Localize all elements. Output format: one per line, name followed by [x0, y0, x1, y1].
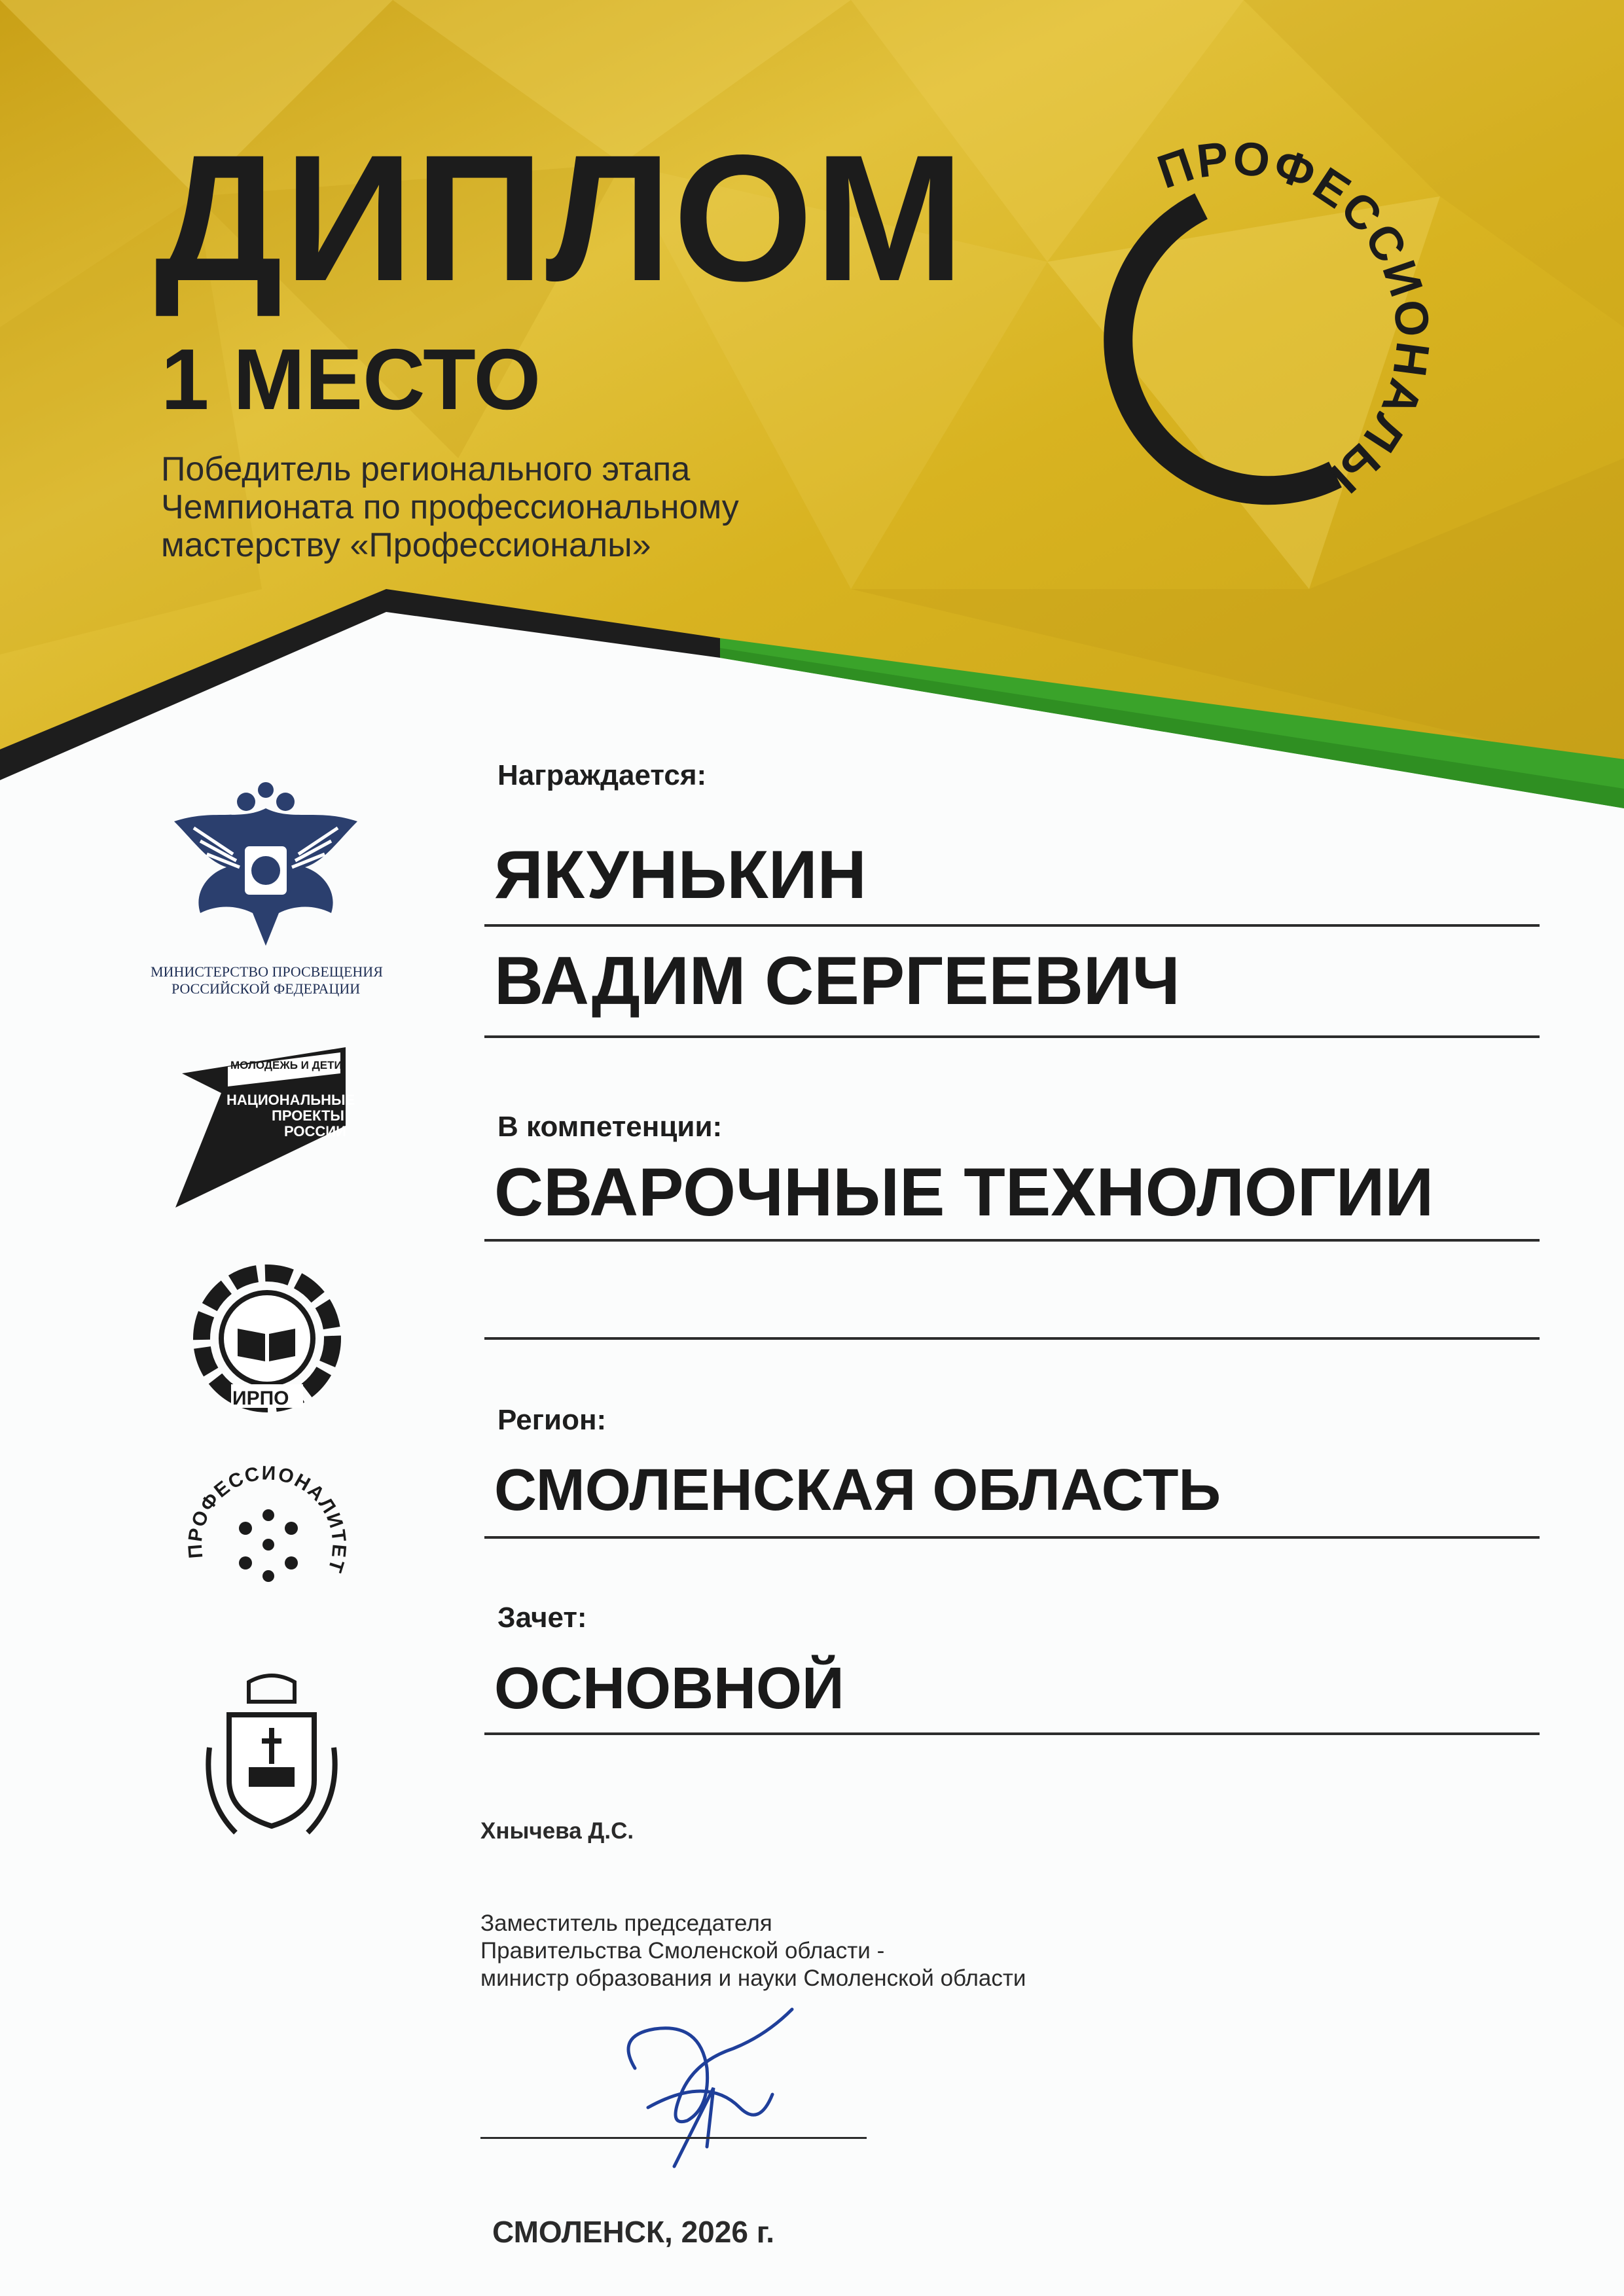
divider [484, 1536, 1540, 1539]
signer-position-line: Правительства Смоленской области - [480, 1938, 885, 1964]
region-value: СМОЛЕНСКАЯ ОБЛАСТЬ [494, 1458, 1221, 1523]
divider [484, 1732, 1540, 1735]
place-heading: 1 МЕСТО [161, 331, 541, 427]
national-projects-text: РОССИИ [284, 1123, 346, 1139]
divider [484, 1239, 1540, 1242]
competence-label: В компетенции: [497, 1111, 723, 1143]
winner-description-line: мастерству «Профессионалы» [161, 526, 651, 565]
signer-position-line: Заместитель председателя [480, 1910, 772, 1936]
handwritten-signature-icon [609, 1996, 818, 2179]
double-headed-eagle-emblem-icon [168, 782, 364, 949]
winner-description-line: Победитель регионального этапа [161, 450, 691, 488]
winner-description [161, 450, 914, 565]
category-value: ОСНОВНОЙ [494, 1656, 844, 1721]
competence-value: СВАРОЧНЫЕ ТЕХНОЛОГИИ [494, 1155, 1434, 1230]
diploma-title: ДИПЛОМ [154, 118, 966, 319]
signer-name: Хнычева Д.С. [480, 1818, 634, 1844]
recipient-surname: ЯКУНЬКИН [494, 837, 867, 913]
recipient-given-names: ВАДИМ СЕРГЕЕВИЧ [494, 943, 1180, 1019]
professionalitet-ring-icon [177, 1453, 360, 1636]
professionaly-ring-icon [1074, 137, 1492, 530]
national-projects-text: НАЦИОНАЛЬНЫЕ [226, 1092, 355, 1108]
irpo-text: ИРПО [232, 1388, 289, 1409]
svg-text:ПРОФЕССИОНАЛЫ: ПРОФЕССИОНАЛЫ [1151, 137, 1439, 505]
divider [484, 924, 1540, 927]
signature-line [480, 2137, 867, 2139]
winner-description-line: Чемпионата по профессиональному [161, 488, 739, 527]
national-projects-top-text: МОЛОДЁЖЬ И ДЕТИ [230, 1059, 342, 1071]
smolensk-coat-of-arms-icon [196, 1669, 347, 1846]
svg-text:ПРОФЕССИОНАЛИТЕТ: ПРОФЕССИОНАЛИТЕТ [184, 1462, 350, 1576]
ministry-name-line: МИНИСТЕРСТВО ПРОСВЕЩЕНИЯ [151, 963, 383, 980]
national-projects-text: ПРОЕКТЫ [272, 1107, 344, 1124]
region-label: Регион: [497, 1404, 607, 1436]
awarded-label: Награждается: [497, 759, 707, 791]
category-label: Зачет: [497, 1602, 587, 1634]
signer-position-line: министр образования и науки Смоленской области [480, 1965, 1026, 1991]
signer-position [480, 1910, 1026, 1992]
divider [484, 1337, 1540, 1340]
divider [484, 1035, 1540, 1038]
place-and-year: СМОЛЕНСК, 2026 г. [492, 2215, 775, 2249]
ministry-name-line: РОССИЙСКОЙ ФЕДЕРАЦИИ [171, 980, 361, 997]
